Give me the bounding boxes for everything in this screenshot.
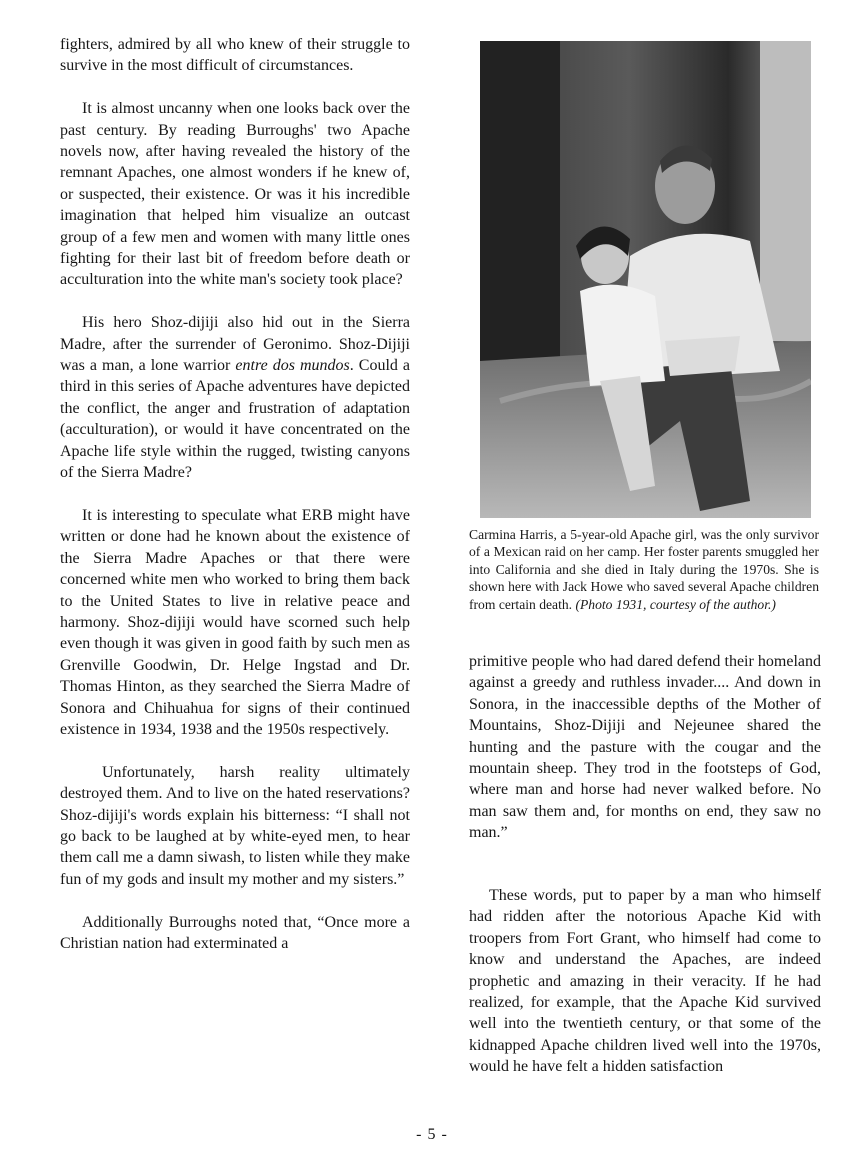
caption-credit: (Photo 1931, courtesy of the author.) — [575, 596, 776, 612]
left-paragraph-6: Additionally Burroughs noted that, “Once more a Christian nation had exterminated a — [60, 913, 410, 952]
left-paragraph-5: Unfortunately, harsh reality ultimately destroyed them. And to live on the hated reservations? Shoz-dijiji's words explain his bitterness: “I shall not go back to be laughed at by white-eyed men, to hear them call me a damn siwash, to listen while they make fun of my gods and insult my mother and my sisters.” — [60, 763, 410, 888]
left-paragraph-3-end: . Could a third in this series of Apache adventures have depicted the conflict, the anger and frustration of adaptation (acculturation), or would it have concentrated on the Apache life style within the rugged, twisting canyons of the Sierra Madre? — [60, 357, 411, 482]
left-paragraph-2: It is almost uncanny when one looks back over the past century. By reading Burroughs' two Apache novels now, after having revealed the history of the remnant Apaches, one almost wonders if he knew of, or suspected, their existence. Or was it his incredible imagination that helped him visualize an outcast group of a few men and women with many little ones fighting for their last bit of freedom before death or acculturation into the white man's society took place? — [60, 100, 410, 289]
left-paragraph-4: It is interesting to speculate what ERB might have written or done had he known about the existence of the Sierra Madre Apaches or that there were concerned white men who worked to bring them back to the United States to live in relative peace and harmony. Shoz-dijiji would have scorned such help even though it was given in good faith by such men as Grenville Goodwin, Dr. Helge Ingstad and Dr. Thomas Hinton, as they searched the Sierra Madre of Sonora and Chihuahua for signs of their continued existence in 1934, 1938 and the 1950s respectively. — [60, 506, 410, 738]
left-paragraph-1: fighters, admired by all who knew of their struggle to survive in the most difficult of circumstances. — [60, 36, 410, 75]
photo-image — [480, 41, 811, 518]
right-column-top — [469, 651, 821, 844]
left-paragraph-3 — [60, 312, 410, 483]
page-number: - 5 - — [416, 1126, 448, 1143]
photo-caption — [469, 526, 819, 613]
left-paragraph-3-start: His hero Shoz-dijiji also hid out in the Sierra Madre, after the surrender of Geronimo. Shoz-Dijiji was a man, a lone warrior — [60, 314, 410, 375]
left-column — [60, 34, 410, 954]
right-column-bottom — [469, 885, 821, 1078]
photo — [480, 41, 811, 518]
right-paragraph-1: primitive people who had dared defend their homeland against a greedy and ruthless invader.... And down in Sonora, in the inaccessible depths of the Mother of Mountains, Shoz-Dijiji and Nejeunee shared the hunting and the pasture with the cougar and the mountain sheep. They trod in the footsteps of God, where man and horse had never walked before. No man saw them and, for months on end, they saw no man.” — [469, 653, 821, 842]
left-paragraph-3-italic: entre dos mundos — [235, 357, 350, 375]
caption-text: Carmina Harris, a 5-year-old Apache girl, was the only survivor of a Mexican raid on her camp. Her foster parents smuggled her into California and she died in Italy during the 1970s. She is shown here with Jack Howe who saved several Apache children from certain death. — [469, 527, 819, 612]
right-paragraph-2: These words, put to paper by a man who himself had ridden after the notorious Apache Kid with troopers from Fort Grant, who himself had come to know and understand the Apaches, are indeed prophetic and amazing in their veracity. If he had realized, for example, that the Apache Kid survived well into the twentieth century, or that some of the kidnapped Apache children lived well into the 1970s, would he have felt a hidden satisfaction — [469, 887, 821, 1076]
